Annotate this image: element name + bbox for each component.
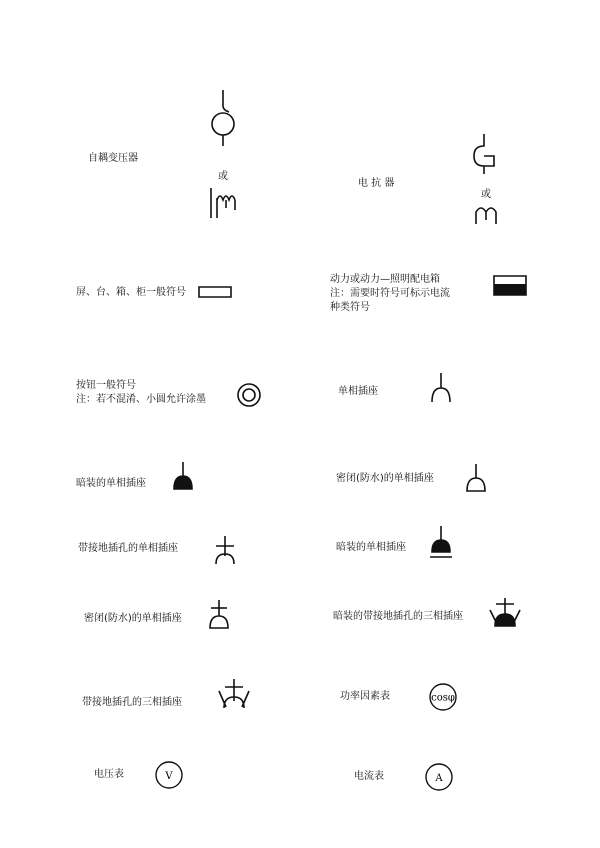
socket-concealed-left-symbol <box>170 460 196 492</box>
socket-concealed-left-label: 暗装的单相插座 <box>76 478 146 489</box>
autotransformer-winding-symbol <box>205 186 241 222</box>
socket-concealed-ground-3ph-symbol <box>487 596 523 632</box>
socket-sealed-right-label: 密闭(防水)的单相插座 <box>336 473 434 484</box>
socket-single-label: 单相插座 <box>338 386 378 397</box>
socket-ground-3ph-symbol <box>216 677 252 711</box>
socket-concealed-ground-3ph-label: 暗装的带接地插孔的三相插座 <box>333 611 463 622</box>
ammeter-a-text: A <box>435 773 443 784</box>
voltmeter-label: 电压表 <box>94 769 124 780</box>
ammeter-label: 电流表 <box>354 771 384 782</box>
autotransformer-label: 自耦变压器 <box>88 153 138 164</box>
cabinet-label: 屏、台、箱、柜一般符号 <box>76 287 186 298</box>
power-box-symbol <box>492 274 528 298</box>
power-factor-meter-label: 功率因素表 <box>340 691 390 702</box>
autotransformer-or-text: 或 <box>218 171 228 182</box>
reactor-symbol <box>470 132 500 176</box>
socket-ground-3ph-label: 带接地插孔的三相插座 <box>82 697 182 708</box>
power-factor-meter-symbol <box>428 682 458 712</box>
voltmeter-symbol <box>154 760 184 790</box>
socket-concealed-right-label: 暗装的单相插座 <box>336 542 406 553</box>
socket-sealed-left-label: 密闭(防水)的单相插座 <box>84 613 182 624</box>
socket-ground-single-symbol <box>211 534 239 566</box>
socket-single-symbol <box>428 370 454 404</box>
socket-concealed-right-symbol <box>427 524 455 560</box>
voltmeter-v-text: V <box>165 771 173 782</box>
autotransformer-circle-symbol <box>205 88 241 148</box>
power-box-label: 动力或动力—照明配电箱 注：需要时符号可标示电流 种类符号 <box>330 274 450 313</box>
socket-sealed-left-symbol <box>205 598 233 632</box>
reactor-or-text: 或 <box>481 189 491 200</box>
reactor-label: 电 抗 器 <box>358 178 395 189</box>
socket-ground-single-label: 带接地插孔的单相插座 <box>78 543 178 554</box>
cabinet-symbol <box>197 284 233 300</box>
socket-sealed-right-symbol <box>463 462 489 494</box>
reactor-winding-symbol <box>472 202 502 226</box>
button-label: 按钮一般符号 注：若不混淆、小圆允许涂墨 <box>76 380 206 405</box>
cos-phi-text: cosφ <box>431 692 455 704</box>
ammeter-symbol <box>424 762 454 792</box>
button-symbol <box>236 382 262 408</box>
